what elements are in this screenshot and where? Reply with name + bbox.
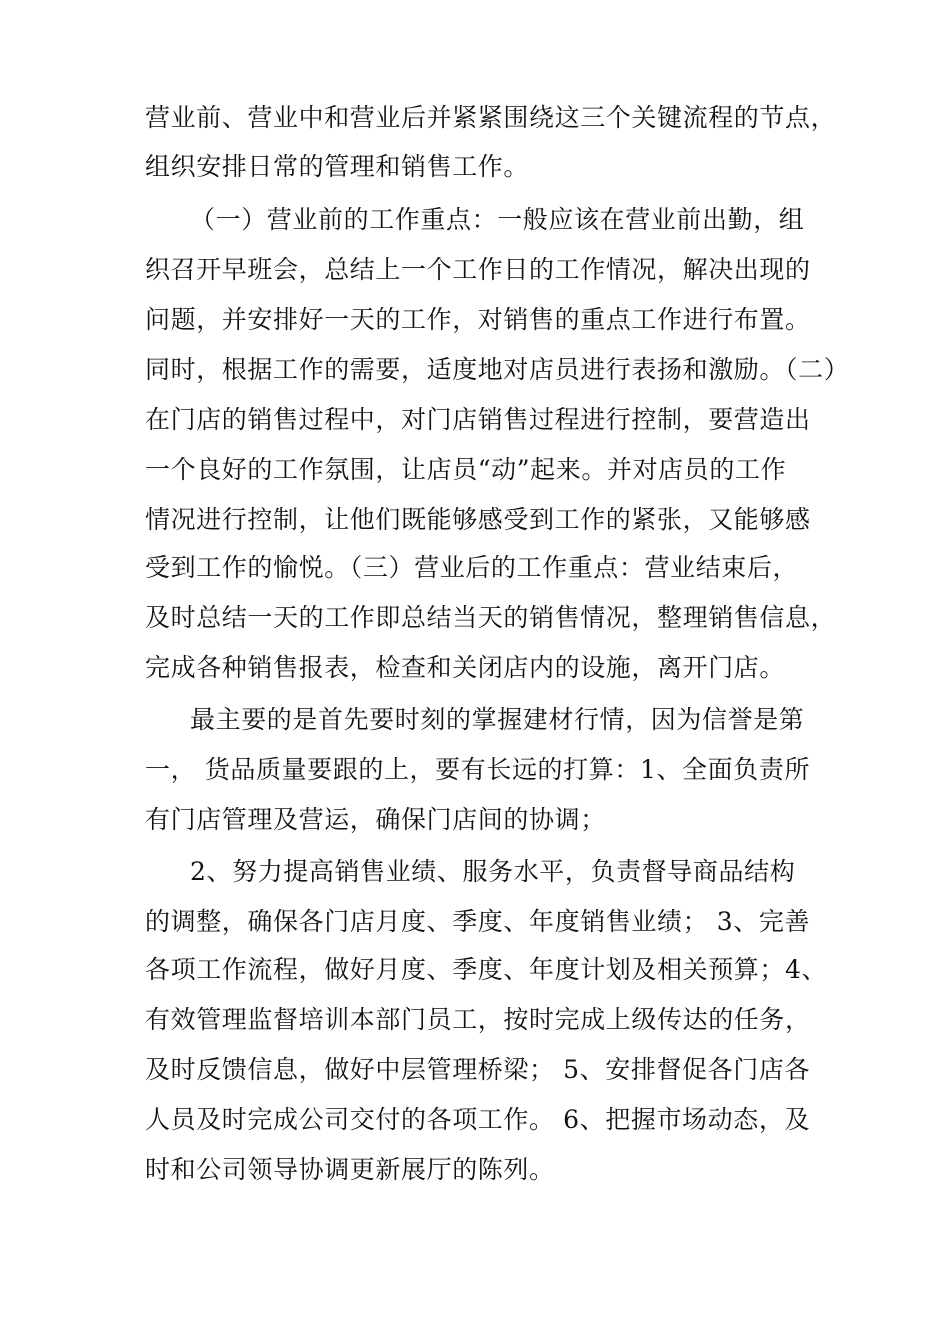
text-line: 同时，根据工作的需要，适度地对店员进行表扬和激励。（二） bbox=[145, 355, 850, 384]
text-line: 有效管理监督培训本部门员工，按时完成上级传达的任务， bbox=[145, 1005, 811, 1034]
text-line: 时和公司领导协调更新展厅的陈列。 bbox=[145, 1155, 555, 1184]
text-line: 组织安排日常的管理和销售工作。 bbox=[145, 152, 530, 181]
text-line: 人员及时完成公司交付的各项工作。 6、把握市场动态，及 bbox=[145, 1105, 811, 1134]
text-line: 情况进行控制，让他们既能够感受到工作的紧张，又能够感 bbox=[145, 505, 811, 534]
text-line: 问题，并安排好一天的工作，对销售的重点工作进行布置。 bbox=[145, 305, 811, 334]
text-line: 营业前、营业中和营业后并紧紧围绕这三个关键流程的节点， bbox=[145, 103, 837, 132]
text-line: 织召开早班会，总结上一个工作日的工作情况，解决出现的 bbox=[145, 255, 811, 284]
text-line: 的调整，确保各门店月度、季度、年度销售业绩； 3、完善 bbox=[145, 907, 811, 936]
paragraph-start-line: 最主要的是首先要时刻的掌握建材行情，因为信誉是第 bbox=[190, 705, 805, 734]
text-line: 完成各种销售报表，检查和关闭店内的设施，离开门店。 bbox=[145, 653, 786, 682]
paragraph-start-line: （一）营业前的工作重点：一般应该在营业前出勤，组 bbox=[190, 205, 805, 234]
text-line: 及时反馈信息，做好中层管理桥梁； 5、安排督促各门店各 bbox=[145, 1055, 811, 1084]
paragraph-start-line: 2、努力提高销售业绩、服务水平，负责督导商品结构 bbox=[190, 857, 796, 886]
text-line: 各项工作流程，做好月度、季度、年度计划及相关预算；4、 bbox=[145, 955, 828, 984]
text-line: 一个良好的工作氛围，让店员“动”起来。并对店员的工作 bbox=[145, 455, 787, 484]
text-line: 受到工作的愉悦。（三）营业后的工作重点：营业结束后， bbox=[145, 553, 799, 582]
text-line: 在门店的销售过程中，对门店销售过程进行控制，要营造出 bbox=[145, 405, 811, 434]
text-line: 一， 货品质量要跟的上，要有长远的打算：1、全面负责所 bbox=[145, 755, 811, 784]
text-line: 及时总结一天的工作即总结当天的销售情况，整理销售信息， bbox=[145, 603, 837, 632]
text-line: 有门店管理及营运，确保门店间的协调； bbox=[145, 805, 606, 834]
